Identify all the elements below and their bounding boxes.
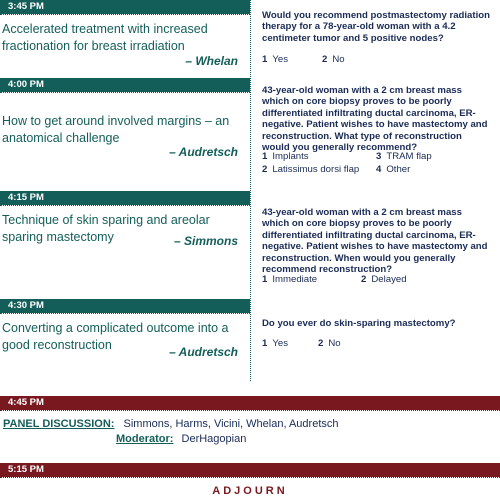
- time-bar-445: [0, 396, 500, 410]
- option-label: Immediate: [272, 274, 318, 285]
- answer-option: [262, 274, 317, 285]
- option-label: TRAM flap: [386, 151, 432, 162]
- option-number: 4: [376, 164, 382, 175]
- answer-option: [262, 338, 288, 349]
- answer-option: [262, 54, 288, 65]
- option-number: 1: [262, 274, 268, 285]
- option-label: No: [332, 54, 345, 65]
- session-time: 3:45 PM: [8, 1, 44, 12]
- time-bar-dots: [0, 477, 500, 478]
- option-number: 1: [262, 151, 268, 162]
- time-bar-dots: [0, 92, 250, 93]
- option-number: 2: [322, 54, 328, 65]
- option-number: 2: [361, 274, 367, 285]
- adjourn-label: ADJOURN: [212, 485, 288, 497]
- option-label: Implants: [272, 151, 309, 162]
- option-label: Latissimus dorsi flap: [272, 164, 360, 175]
- answer-option: [361, 274, 407, 285]
- moderator-label: Moderator:: [116, 433, 174, 445]
- adjourn-time: 5:15 PM: [8, 464, 44, 475]
- survey-question: Do you ever do skin-sparing mastectomy?: [262, 318, 456, 329]
- answer-option: [322, 54, 345, 65]
- session-time: 4:00 PM: [8, 79, 44, 90]
- panel-discussion-label: PANEL DISCUSSION:: [3, 418, 115, 430]
- panel-discussion-names: Simmons, Harms, Vicini, Whelan, Audretsch: [123, 418, 339, 430]
- option-label: Other: [386, 164, 411, 175]
- time-bar-345: [0, 0, 250, 14]
- panel-time: 4:45 PM: [8, 397, 44, 408]
- time-bar-dots: [0, 14, 250, 15]
- column-divider: [250, 0, 251, 381]
- panel-discussion: [3, 417, 339, 431]
- option-label: Delayed: [371, 274, 407, 285]
- moderator-name: DerHagopian: [181, 433, 247, 445]
- survey-question: 43-year-old woman with a 2 cm breast mass which on core biopsy proves to be poorly differentiated infiltrating ductal carcinoma, ER-negative. Patient wishes to have mastectomy and reconstruction. When would you generally recommend reconstruction?: [262, 207, 488, 276]
- option-number: 1: [262, 338, 268, 349]
- answer-option: [376, 164, 410, 175]
- answer-option: [318, 338, 341, 349]
- option-label: Yes: [272, 338, 288, 349]
- answer-option: [376, 151, 432, 162]
- option-label: No: [328, 338, 341, 349]
- session-title: How to get around involved margins – an anatomical challenge: [2, 114, 230, 145]
- session-title: Converting a complicated outcome into a good reconstruction: [2, 321, 229, 352]
- time-bar-515: [0, 463, 500, 477]
- survey-question: Would you recommend postmastectomy radiation therapy for a 78-year-old woman with a 4.2 centimeter tumor and 5 positive nodes?: [262, 10, 490, 44]
- time-bar-dots: [0, 205, 250, 206]
- option-number: 2: [318, 338, 324, 349]
- time-bar-dots: [0, 313, 250, 314]
- session-title: Technique of skin sparing and areolar sparing mastectomy: [2, 213, 210, 244]
- session-time: 4:30 PM: [8, 300, 44, 311]
- session-time: 4:15 PM: [8, 192, 44, 203]
- answer-option: [262, 151, 309, 162]
- answer-option: [262, 164, 359, 175]
- session-speaker: – Audretsch: [169, 145, 238, 159]
- panel-moderator: [116, 432, 246, 446]
- option-number: 1: [262, 54, 268, 65]
- session-speaker: – Simmons: [173, 234, 238, 248]
- time-bar-dots: [0, 410, 500, 411]
- time-bar-415: [0, 191, 250, 205]
- option-label: Yes: [272, 54, 288, 65]
- option-number: 2: [262, 164, 268, 175]
- time-bar-400: [0, 78, 250, 92]
- survey-question: 43-year-old woman with a 2 cm breast mass which on core biopsy proves to be poorly differentiated infiltrating ductal carcinoma, ER-negative. Patient wishes to have mastectomy and reconstruction. What type of reconstruction would you generally recommend?: [262, 85, 488, 154]
- session-title: Accelerated treatment with increased fractionation for breast irradiation: [2, 22, 208, 53]
- session-speaker: – Whelan: [185, 54, 238, 68]
- time-bar-430: [0, 299, 250, 313]
- session-speaker: – Audretsch: [169, 345, 238, 359]
- option-number: 3: [376, 151, 382, 162]
